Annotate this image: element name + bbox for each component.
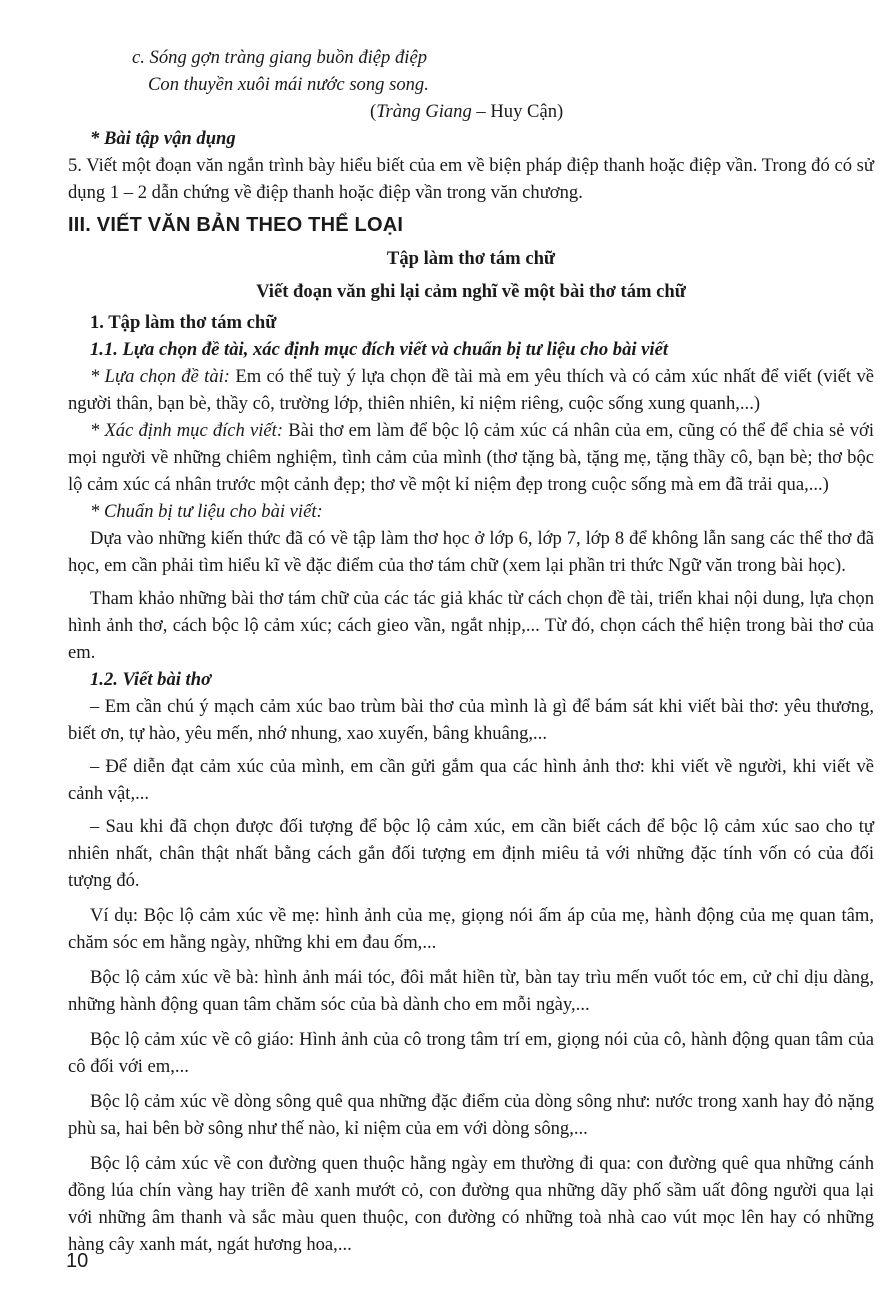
page-number: 10 xyxy=(66,1250,89,1272)
dash-item-3: – Sau khi đã chọn được đối tượng để bộc lộ cảm xúc, em cần biết cách để bộc lộ cảm xúc sao cho tự nhiên nhất, chân thật nhất bằng cách gắn đối tượng em định miêu tả với những đặc tính vốn có của đối tượng đó. xyxy=(68,816,874,891)
section-heading: III. VIẾT VĂN BẢN THEO THỂ LOẠI xyxy=(68,214,404,236)
poem-line-2: Con thuyền xuôi mái nước song song. xyxy=(148,74,429,95)
source-title: Tràng Giang xyxy=(376,101,472,122)
example-grandmother: Bộc lộ cảm xúc về bà: hình ảnh mái tóc, đôi mắt hiền từ, bàn tay trìu mến vuốt tóc em, cử chỉ dịu dàng, những hành động quan tâm chăm sóc của bà dành cho em mỗi ngày,... xyxy=(68,967,874,1015)
dash-item-1: – Em cần chú ý mạch cảm xúc bao trùm bài thơ của mình là gì để bám sát khi viết bài thơ: yêu thương, biết ơn, tự hào, yêu mến, nhớ nhung, xao xuyến, bâng khuâng,... xyxy=(68,696,874,744)
source-author: – Huy Cận) xyxy=(471,101,564,122)
example-river: Bộc lộ cảm xúc về dòng sông quê qua những đặc điểm của dòng sông như: nước trong xanh hay đỏ nặng phù sa, hai bên bờ sông như thế nào, kỉ niệm của em với dòng sông,... xyxy=(68,1091,874,1139)
para-materials-label: * Chuẩn bị tư liệu cho bài viết: xyxy=(90,501,323,522)
exercise-heading: * Bài tập vận dụng xyxy=(90,128,236,149)
para-topic xyxy=(68,363,874,417)
para-purpose-label: * Xác định mục đích viết: xyxy=(90,420,284,441)
example-mother: Ví dụ: Bộc lộ cảm xúc về mẹ: hình ảnh của mẹ, giọng nói ấm áp của mẹ, hành động của mẹ quan tâm, chăm sóc em hằng ngày, những khi em đau ốm,... xyxy=(68,905,874,953)
para-topic-text: Em có thể tuỳ ý lựa chọn đề tài mà em yêu thích và có cảm xúc nhất để viết (viết về người thân, bạn bè, thầy cô, trường lớp, thiên nhiên, kỉ niệm riêng, cuộc sống xung quanh,...) xyxy=(68,366,874,414)
poem-source xyxy=(370,98,874,125)
section-title-2: Viết đoạn văn ghi lại cảm nghĩ về một bài thơ tám chữ xyxy=(256,281,686,302)
example-road: Bộc lộ cảm xúc về con đường quen thuộc hằng ngày em thường đi qua: con đường quê qua những cánh đồng lúa chín vàng hay triền đê xanh mướt cỏ, con đường qua những dãy phố sầm uất đông người qua lại với những âm thanh và sắc màu quen thuộc, con đường có những toà nhà cao vút mọc lên hay có những hàng cây xanh mát, ngát hương hoa,... xyxy=(68,1153,874,1255)
para-materials-1: Dựa vào những kiến thức đã có về tập làm thơ học ở lớp 6, lớp 7, lớp 8 để không lẫn sang các thể thơ đã học, em cần phải tìm hiểu kĩ về đặc điểm của thơ tám chữ (xem lại phần tri thức Ngữ văn trong bài học). xyxy=(68,528,874,576)
exercise-item-5: 5. Viết một đoạn văn ngắn trình bày hiểu biết của em về biện pháp điệp thanh hoặc điệp vần. Trong đó có sử dụng 1 – 2 dẫn chứng về điệp thanh hoặc điệp vần trong văn chương. xyxy=(68,155,874,203)
source-open: ( xyxy=(370,101,377,122)
subsection-1-1: 1.1. Lựa chọn đề tài, xác định mục đích viết và chuẩn bị tư liệu cho bài viết xyxy=(90,339,669,360)
dash-item-2: – Để diễn đạt cảm xúc của mình, em cần gửi gắm qua các hình ảnh thơ: khi viết về người, khi viết về cảnh vật,... xyxy=(68,756,874,804)
page-body xyxy=(68,40,874,1258)
example-teacher: Bộc lộ cảm xúc về cô giáo: Hình ảnh của cô trong tâm trí em, giọng nói của cô, hành động quan tâm của cô đối với em,... xyxy=(68,1029,874,1077)
poem-line-1: c. Sóng gợn tràng giang buồn điệp điệp xyxy=(132,47,428,68)
subsection-1-2: 1.2. Viết bài thơ xyxy=(90,669,212,690)
para-topic-label: * Lựa chọn đề tài: xyxy=(90,366,230,387)
subsection-1: 1. Tập làm thơ tám chữ xyxy=(90,312,277,333)
para-purpose xyxy=(68,417,874,498)
section-title-1: Tập làm thơ tám chữ xyxy=(386,248,556,269)
para-materials-2: Tham khảo những bài thơ tám chữ của các tác giả khác từ cách chọn đề tài, triển khai nội dung, lựa chọn hình ảnh thơ, cách bộc lộ cảm xúc; cách gieo vần, ngắt nhịp,... Từ đó, chọn cách thể hiện trong bài thơ của em. xyxy=(68,588,874,663)
para-purpose-text: Bài thơ em làm để bộc lộ cảm xúc cá nhân của em, cũng có thể để chia sẻ với mọi người về những chiêm nghiệm, tình cảm của mình (thơ tặng bà, tặng mẹ, tặng thầy cô, bạn bè; thơ bộc lộ cảm xúc cá nhân trước một cảnh đẹp; thơ về một kỉ niệm đẹp trong cuộc sống mà em đã trải qua,...) xyxy=(68,420,874,495)
